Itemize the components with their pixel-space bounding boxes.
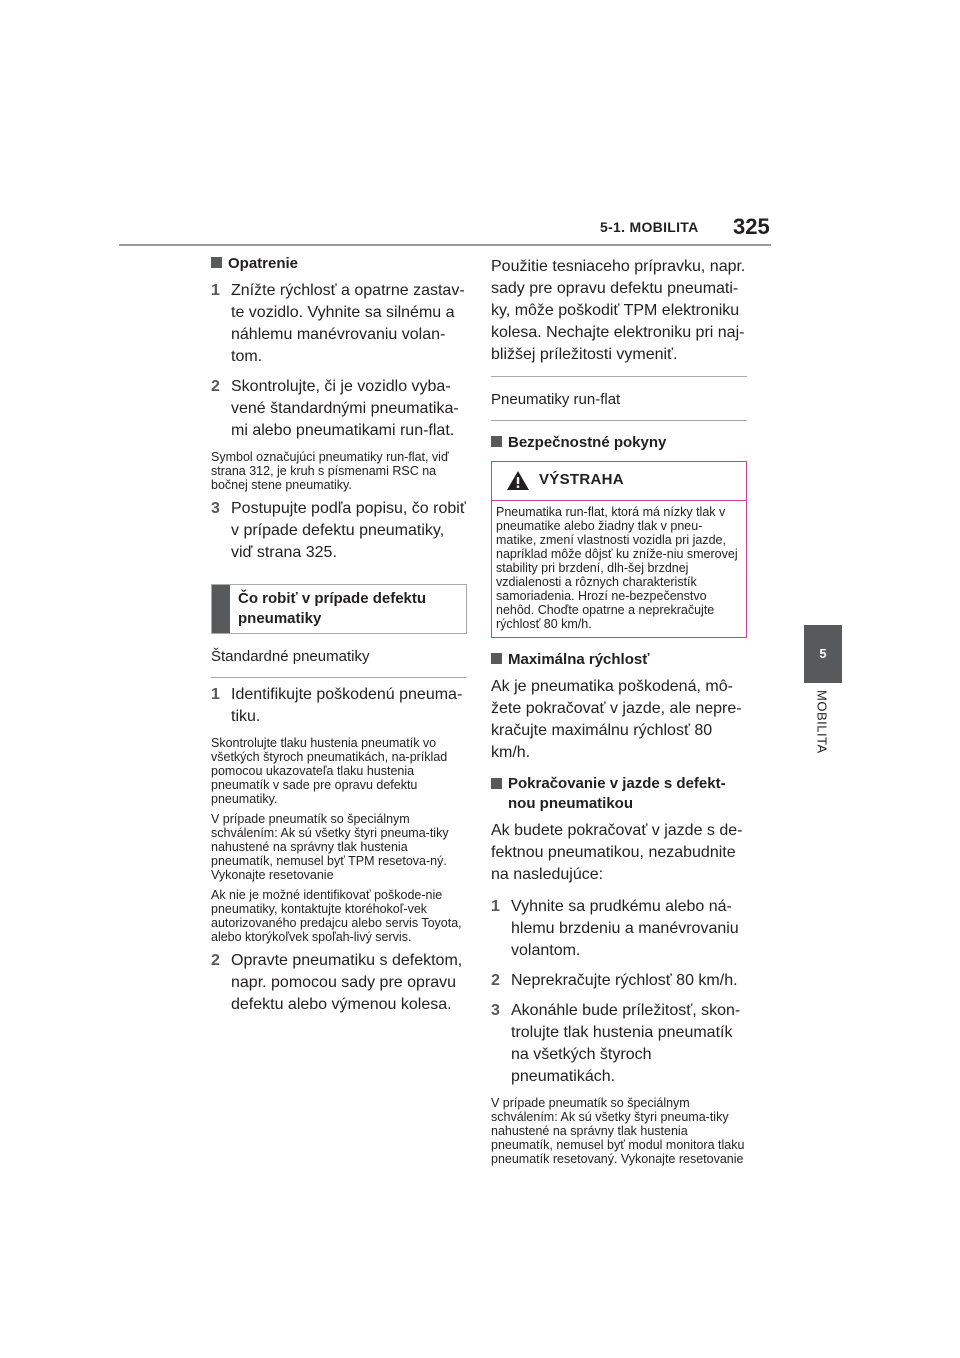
step-text: Znížte rýchlosť a opatrne zastav-te vozidlo. Vyhnite sa silnému a náhlemu manévrovaniu volan-tom.	[231, 282, 465, 365]
chapter-label-text: MOBILITA	[814, 690, 830, 754]
step-number: 3	[211, 500, 220, 517]
subsection-standard-tires: Štandardné pneumatiky	[211, 634, 467, 678]
chapter-tab: 5	[804, 625, 842, 683]
step-item	[491, 896, 747, 962]
warning-title: VÝSTRAHA	[539, 471, 624, 488]
warning-header	[492, 462, 746, 501]
left-column	[211, 254, 467, 1024]
step-number: 1	[211, 282, 220, 299]
section-title-box	[211, 584, 467, 634]
square-bullet-icon	[211, 257, 222, 268]
step-text: Identifikujte poškodenú pneuma-tiku.	[231, 686, 463, 725]
step-item	[211, 280, 467, 368]
square-bullet-icon	[491, 436, 502, 447]
warning-box	[491, 461, 747, 638]
note-special-approval: V prípade pneumatík so špeciálnym schválením: Ak sú všetky štyri pneuma-tiky nahustené na správny tlak hustenia pneumatík, nemusel byť TPM resetova-ný. Vykonajte resetovanie	[211, 812, 449, 882]
step-text: Akonáhle bude príležitosť, skon-trolujte tlak hustenia pneumatík na všetkých štyroch pneumatikách.	[511, 1002, 741, 1085]
step-item	[211, 376, 467, 442]
step-number: 2	[211, 378, 220, 395]
step-number: 1	[211, 686, 220, 703]
note-runflat-symbol: Symbol označujúci pneumatiky run-flat, viď strana 312, je kruh s písmenami RSC na bočnej stene pneumatiky.	[211, 450, 449, 492]
header-divider	[119, 244, 771, 246]
square-bullet-icon	[491, 653, 502, 664]
step-item	[211, 498, 467, 564]
step-text: Skontrolujte, či je vozidlo vyba-vené štandardnými pneumatika-mi alebo pneumatikami run-flat.	[231, 378, 459, 439]
section-title: Čo robiť v prípade defektu pneumatiky	[238, 590, 427, 627]
step-number: 1	[491, 898, 500, 915]
note-special-approval-b: V prípade pneumatík so špeciálnym schválením: Ak sú všetky štyri pneuma-tiky nahustené na správny tlak hustenia pneumatík, nemusel byť modul monitora tlaku pneumatík resetovaný. Vykonajte resetovanie	[491, 1096, 745, 1166]
step-item	[211, 950, 467, 1016]
step-text: Opravte pneumatiku s defektom, napr. pomocou sady pre opravu defektu alebo výmenou kolesa.	[231, 952, 463, 1013]
step-text: Vyhnite sa prudkému alebo ná-hlemu brzdeniu a manévrovaniu volantom.	[511, 898, 739, 959]
section-header: 5-1. MOBILITA	[600, 219, 699, 235]
max-speed-heading: Maximálna rýchlosť	[491, 650, 747, 670]
intro-paragraph: Použitie tesniaceho prípravku, napr. sady pre opravu defektu pneumati-ky, môže poškodiť TPM elektroniku kolesa. Nechajte elektroniku pri naj-bližšej príležitosti vymeniť.	[491, 258, 746, 363]
step-item	[211, 684, 467, 728]
step-item	[491, 970, 747, 992]
safety-heading: Bezpečnostné pokyny	[491, 433, 747, 453]
page-number: 325	[733, 214, 770, 239]
step-text: Postupujte podľa popisu, čo robiť v prípade defektu pneumatiky, viď strana 325.	[231, 500, 466, 561]
subsection-runflat-tires: Pneumatiky run-flat	[491, 376, 747, 421]
warning-text: Pneumatika run-flat, ktorá má nízky tlak v pneumatike alebo žiadny tlak v pneu-matike, zmení vlastnosti vozidla pri jazde, napríklad môže dôjsť ku zníže-niu smerovej stability pri brzdení, dlh-šej brzdnej vzdialenosti a rôznych charakteristík samoriadenia. Hrozí ne-bezpečenstvo nehôd. Choďte opatrne a neprekračujte rýchlosť 80 km/h.	[496, 505, 738, 631]
warning-triangle-icon	[506, 470, 530, 496]
chapter-label	[792, 690, 852, 770]
step-item	[491, 1000, 747, 1088]
note-check-pressure: Skontrolujte tlaku hustenia pneumatík vo všetkých štyroch pneumatikách, na-príklad pomocou ukazovateľa tlaku hustenia pneumatík v sade pre opravu defektu pneumatiky.	[211, 736, 448, 806]
square-bullet-icon	[491, 778, 502, 789]
opatrenie-heading: Opatrenie	[211, 254, 467, 274]
step-number: 2	[491, 972, 500, 989]
step-number: 2	[211, 952, 220, 969]
section-title-bar	[212, 585, 230, 633]
step-text: Neprekračujte rýchlosť 80 km/h.	[511, 972, 738, 989]
step-number: 3	[491, 1002, 500, 1019]
continue-heading: Pokračovanie v jazde s defekt-nou pneumatikou	[491, 774, 747, 814]
right-column	[491, 254, 747, 1172]
continue-text: Ak budete pokračovať v jazde s de-fektnou pneumatikou, nezabudnite na nasledujúce:	[491, 822, 743, 883]
note-contact-dealer: Ak nie je možné identifikovať poškode-nie pneumatiky, kontaktujte ktoréhokoľ-vek autorizovaného predajcu alebo servis Toyota, alebo ktorýkoľvek spoľah-livý servis.	[211, 888, 462, 944]
max-speed-text: Ak je pneumatika poškodená, mô-žete pokračovať v jazde, ale nepre-kračujte maximálnu rýchlosť 80 km/h.	[491, 678, 742, 761]
